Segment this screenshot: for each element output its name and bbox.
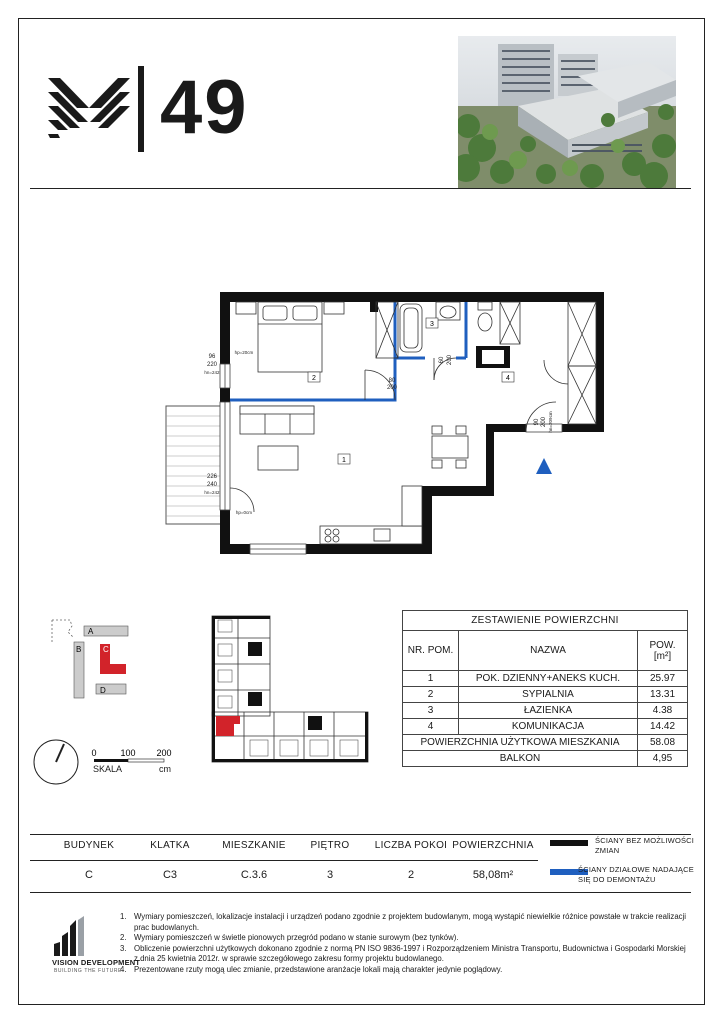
footnote [120, 965, 690, 976]
door-bath-width: 60 [439, 356, 445, 364]
summary-value-floor: 3 [326, 869, 334, 881]
total-area-value: 58.08 [638, 735, 688, 751]
room-name: ŁAZIENKA [459, 703, 638, 719]
door-bedroom-height: 200 [386, 385, 398, 391]
area-table-col-nr: NR. POM. [403, 631, 459, 671]
kitchen-units [320, 486, 422, 544]
room-area: 4.38 [638, 703, 688, 719]
room-name: SYPIALNIA [459, 687, 638, 703]
room-name: POK. DZIENNY+ANEKS KUCH. [459, 671, 638, 687]
area-table-col-name: NAZWA [459, 631, 638, 671]
structural-wall-legend [595, 836, 694, 856]
building-label-a: A [88, 627, 94, 636]
footnote-text: Prezentowane rzuty mogą ulec zmianie, przedstawione aranżacje lokali mają charakter jedynie poglądowy. [134, 964, 503, 974]
balcony-label: BALKON [403, 751, 638, 767]
summary-header-floor: PIĘTRO [310, 840, 350, 851]
summary-header-apartment: MIESZKANIE [222, 840, 286, 851]
footnote-text: Wymiary pomieszczeń, lokalizacje instalacji i urządzeń podano zgodnie z projektem budowlanym, mogą wystąpić niewielkie różnice powstałe w trakcie realizacji prac budowlanych. [134, 912, 687, 932]
table-row [403, 703, 688, 719]
summary-value-building: C [85, 869, 93, 881]
structural-wall-legend-line2: ZMIAN [595, 846, 620, 855]
area-table-col-area [638, 631, 688, 671]
room-area: 13.31 [638, 687, 688, 703]
window-living-width: 226 [206, 474, 218, 480]
dining-table [432, 426, 468, 468]
summary-value-rooms: 2 [407, 869, 415, 881]
window-living-head: hn=242 [204, 490, 220, 495]
bed [236, 302, 344, 372]
partition-wall-legend [578, 865, 694, 885]
room-nr: 1 [403, 671, 459, 687]
building-label-d: D [100, 686, 106, 695]
summary-divider-mid [30, 860, 538, 861]
window-bedroom-head: hn=242 [204, 370, 220, 375]
apartment-floor-plan [160, 288, 620, 568]
floor-location-plan [208, 612, 374, 772]
logo-divider [138, 66, 144, 152]
scale-label: SKALA [93, 764, 123, 774]
building-rendering-image [458, 36, 676, 188]
room-label-1: 1 [342, 457, 346, 464]
footnote-number: 2. [120, 933, 127, 942]
summary-divider-top [30, 834, 691, 835]
area-table-caption: ZESTAWIENIE POWIERZCHNI [403, 611, 688, 631]
table-row [403, 735, 688, 751]
summary-header-area: POWIERZCHNIA [452, 840, 534, 851]
developer-tagline: BUILDING THE FUTURE [54, 968, 122, 974]
table-row [403, 671, 688, 687]
footnote [120, 933, 690, 944]
area-table-col-area-label: POW. [649, 639, 676, 651]
building-label-c: C [103, 645, 109, 654]
room-area: 25.97 [638, 671, 688, 687]
window-living-height: 240 [206, 482, 218, 488]
scale-tick-200: 200 [156, 748, 172, 758]
scale-tick-0: 0 [91, 748, 97, 758]
summary-header-rooms: LICZBA POKOI [374, 840, 448, 851]
room-nr: 2 [403, 687, 459, 703]
table-row [403, 687, 688, 703]
footnote-text: Obliczenie powierzchni użytkowych dokonano zgodnie z normą PN ISO 9836-1997 i Rozporządzeniem Ministra Transportu, Budownictwa i Gospodarki Morskiej z dnia 25 kwietnia 2012r. w sprawie szczegółowego zakresu formy projektu budowlanego. [134, 943, 686, 963]
site-key-plan [50, 618, 140, 700]
structural-wall-legend-line1: ŚCIANY BEZ MOŻLIWOŚCI [595, 836, 695, 845]
footnotes [120, 912, 690, 975]
door-bedroom-width: 80 [388, 378, 396, 384]
partition-wall-legend-line2: SIĘ DO DEMONTAŻU [578, 875, 656, 884]
window-bedroom-height: 220 [206, 362, 218, 368]
room-nr: 3 [403, 703, 459, 719]
room-label-4: 4 [506, 375, 510, 382]
area-summary-table [402, 610, 688, 767]
building-label-b: B [76, 645, 82, 654]
summary-value-apartment: C.3.6 [240, 869, 268, 881]
room-label-3: 3 [430, 321, 434, 328]
summary-value-staircase: C3 [162, 869, 178, 881]
summary-value-area: 58,08m² [472, 869, 514, 881]
footnote-number: 1. [120, 912, 127, 921]
window-living-sill: hp=0cm [235, 510, 253, 515]
summary-header-staircase: KLATKA [150, 840, 190, 851]
area-table-col-area-unit: [m²] [653, 650, 672, 662]
balcony-value: 4,95 [638, 751, 688, 767]
door-entry-width: 90 [534, 418, 540, 426]
structural-wall-swatch [550, 840, 588, 846]
door-entry-height: 200 [541, 416, 547, 428]
partition-wall-legend-line1: ŚCIANY DZIAŁOWE NADAJĄCE [578, 865, 694, 874]
footnote-number: 4. [120, 964, 127, 974]
header-divider [30, 188, 691, 189]
footnote [120, 912, 690, 933]
room-label-2: 2 [312, 375, 316, 382]
window-bedroom-sill: hp=20cm [234, 350, 254, 355]
project-number: 49 [160, 65, 249, 150]
door-entry-head: hn=209cm [548, 411, 553, 433]
room-nr: 4 [403, 719, 459, 735]
bathroom-fixtures [400, 302, 492, 352]
footnote-text: Wymiary pomieszczeń w świetle pionowych przegród podano w stanie surowym (bez tynków). [134, 933, 459, 942]
north-arrow-icon [32, 738, 80, 786]
table-row [403, 751, 688, 767]
summary-header-building: BUDYNEK [63, 840, 115, 851]
total-area-label: POWIERZCHNIA UŻYTKOWA MIESZKANIA [403, 735, 638, 751]
table-row [403, 719, 688, 735]
footnote-number: 3. [120, 943, 127, 953]
room-name: KOMUNIKACJA [459, 719, 638, 735]
room-area: 14.42 [638, 719, 688, 735]
balcony [166, 406, 222, 524]
summary-divider-bottom [30, 892, 691, 893]
door-bath-height: 200 [447, 354, 453, 366]
entrance-arrow-icon [536, 458, 552, 474]
window-bedroom-width: 96 [208, 354, 216, 360]
m-logo-icon [48, 78, 130, 138]
scale-unit: cm [159, 764, 171, 774]
sofa [240, 406, 314, 470]
scale-tick-100: 100 [120, 748, 136, 758]
footnote [120, 944, 690, 965]
developer-name: VISION DEVELOPMENT [52, 958, 141, 967]
door-swings [230, 358, 568, 512]
